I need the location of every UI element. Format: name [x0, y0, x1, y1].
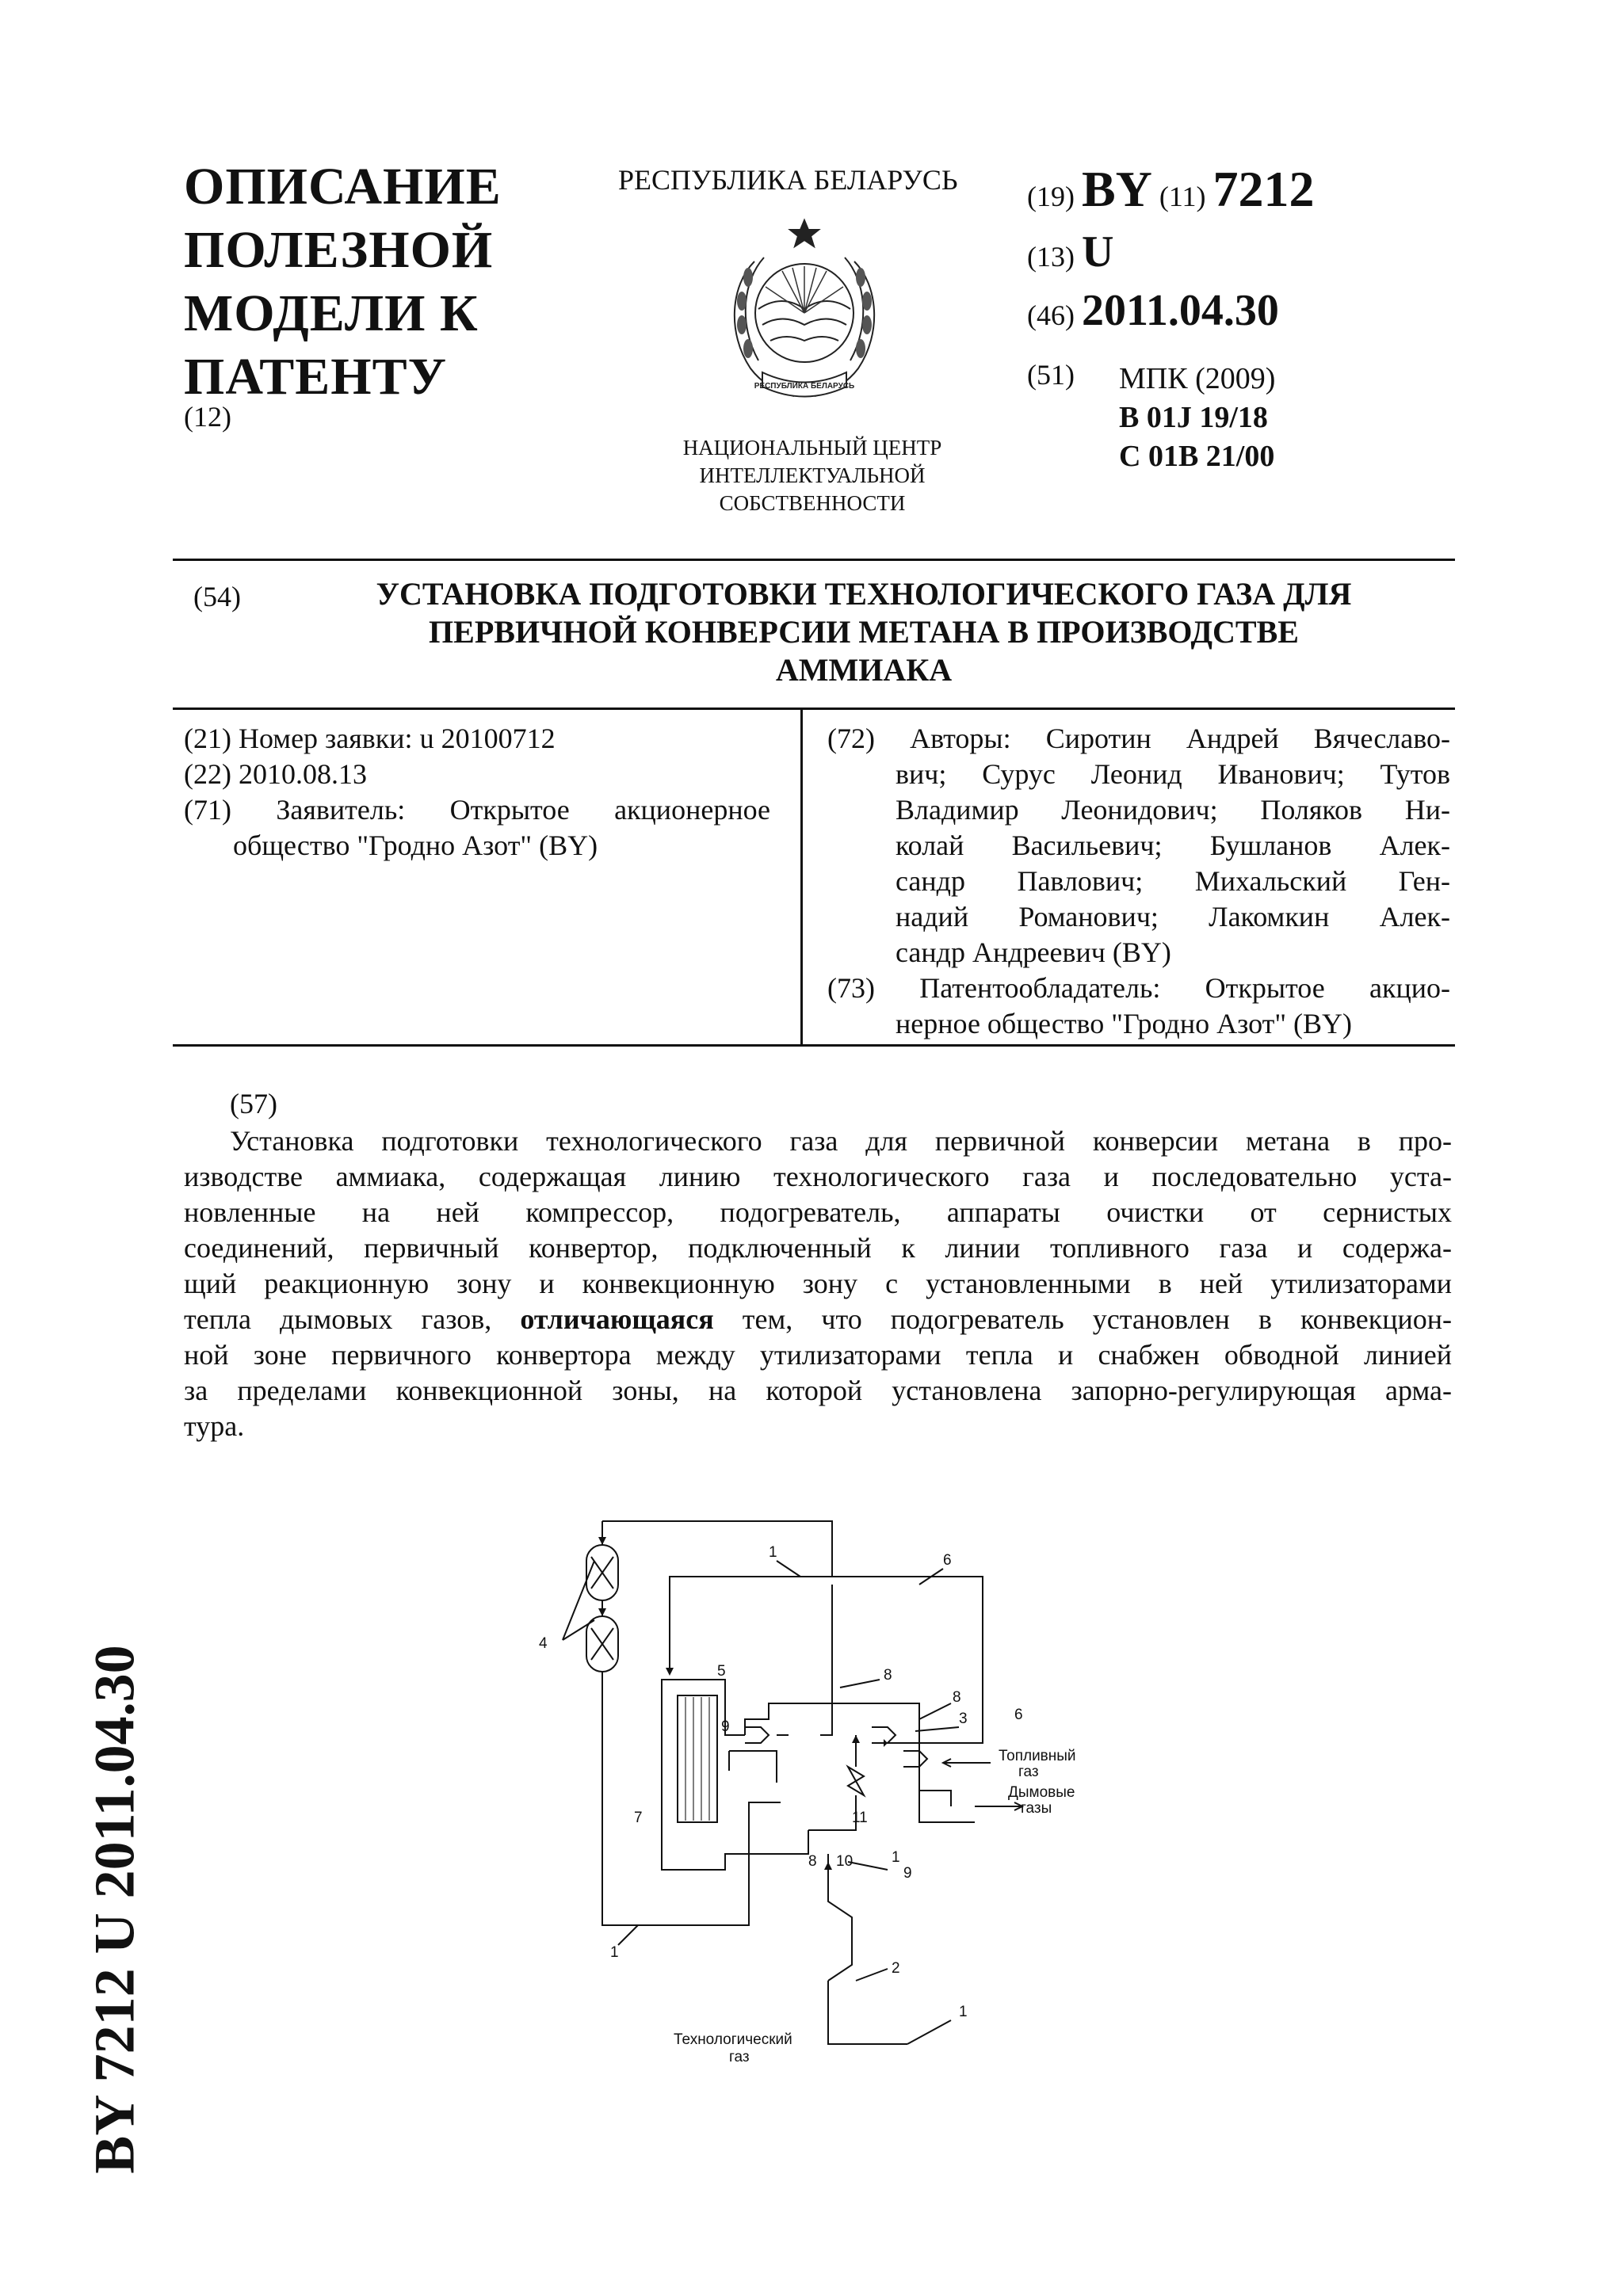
patent-owner-cont: нерное общество "Гродно Азот" (BY) — [896, 1008, 1353, 1039]
label-9: 9 — [721, 1718, 730, 1735]
flue-gas-label: газы — [1021, 1800, 1052, 1817]
authors-line: Владимир Леонидович; Поляков Ни- — [896, 794, 1450, 826]
doc-type-line: ПОЛЕЗНОЙ — [184, 221, 494, 279]
code-13: (13) — [1027, 241, 1075, 273]
convection-top — [745, 1703, 832, 1735]
filing-date: (22) 2010.08.13 — [184, 758, 367, 790]
kind-code: U — [1081, 227, 1114, 277]
characterizing-word: отличающаяся — [520, 1303, 714, 1335]
label-8c: 8 — [808, 1853, 817, 1870]
ipc-code: B 01J 19/18 — [1119, 401, 1268, 434]
process-gas-label: газ — [729, 2049, 750, 2065]
code-19: (19) — [1027, 181, 1075, 212]
process-diagram — [475, 1489, 1189, 2139]
label-8: 8 — [884, 1667, 892, 1684]
label-7: 7 — [634, 1810, 643, 1826]
publication-date: 2011.04.30 — [1081, 286, 1279, 335]
publication-number-row — [1027, 160, 1315, 219]
code-54: (54) — [193, 581, 241, 612]
code-46: (46) — [1027, 299, 1075, 331]
line-1-bottom — [602, 1822, 749, 1925]
line-1-down — [820, 1585, 832, 1735]
center-line: ИНТЕЛЛЕКТУАЛЬНОЙ — [699, 463, 926, 487]
label-3: 3 — [959, 1711, 968, 1727]
flue-gas-label: Дымовые — [1008, 1784, 1075, 1801]
label-2: 2 — [892, 1960, 900, 1977]
publication-date-row — [1027, 285, 1279, 336]
label-1: 1 — [769, 1544, 777, 1561]
republic-name: РЕСПУБЛИКА БЕЛАРУСЬ — [618, 164, 958, 196]
state-emblem-icon — [707, 214, 902, 421]
fuel-gas-label: Топливный — [999, 1748, 1076, 1764]
abstract-line: Установка подготовки технологического газа для первичной конверсии метана в про- — [230, 1125, 1452, 1157]
abstract-line: ной зоне первичного конвертора между утилизаторами тепла и снабжен обводной линией — [184, 1339, 1452, 1371]
authors-line: сандр Павлович; Михальский Ген- — [896, 865, 1450, 897]
process-gas-in — [828, 2012, 907, 2044]
applicant: (71) Заявитель: Открытое акционерное — [184, 794, 770, 826]
title-line: ПЕРВИЧНОЙ КОНВЕРСИИ МЕТАНА В ПРОИЗВОДСТВЕ — [429, 614, 1299, 650]
abstract-line: щий реакционную зону и конвекционную зону с установленными в ней утилизаторами — [184, 1268, 1452, 1299]
center-line: НАЦИОНАЛЬНЫЙ ЦЕНТР — [682, 436, 942, 460]
bibliographic-right — [827, 721, 1450, 1042]
abstract-fragment: тепла дымовых газов, — [184, 1303, 492, 1335]
process-gas-label: Технологический — [674, 2031, 792, 2048]
document-type-title — [184, 155, 502, 409]
side-publication-label — [79, 1553, 151, 2266]
divider — [173, 707, 1455, 710]
kind-code-row — [1027, 227, 1113, 277]
fuel-gas-label: газ — [1018, 1764, 1039, 1780]
abstract-line — [184, 1302, 1452, 1337]
code-11: (11) — [1159, 181, 1206, 212]
code-12: (12) — [184, 401, 231, 433]
label-1d: 1 — [959, 2004, 968, 2020]
label-1b: 1 — [892, 1849, 900, 1866]
authors-line: сандр Андреевич (BY) — [896, 936, 1171, 968]
title-line: АММИАКА — [775, 652, 953, 688]
code-57: (57) — [230, 1088, 277, 1119]
side-label-text: BY 7212 U 2011.04.30 — [82, 1645, 147, 2174]
label-4: 4 — [539, 1635, 548, 1652]
national-center-name — [634, 434, 991, 517]
ipc-label: МПК (2009) — [1119, 362, 1276, 395]
patent-number: 7212 — [1212, 161, 1315, 217]
country-code: BY — [1081, 161, 1152, 217]
valve-11 — [848, 1767, 864, 1795]
patent-title — [293, 575, 1434, 689]
label-11: 11 — [852, 1810, 868, 1826]
abstract-line: за пределами конвекционной зоны, на которой установлена запорно-регулирующая арма- — [184, 1375, 1452, 1406]
abstract-line: тура. — [184, 1410, 245, 1442]
tubes-7 — [678, 1695, 717, 1822]
label-8b: 8 — [953, 1689, 961, 1706]
authors: (72) Авторы: Сиротин Андрей Вячеславо- — [827, 723, 1450, 754]
divider — [173, 1044, 1455, 1047]
bibliographic-left — [184, 721, 770, 864]
heater-3b — [903, 1751, 927, 1767]
label-6b: 6 — [1014, 1707, 1023, 1723]
authors-line: колай Васильевич; Бушланов Алек- — [896, 830, 1450, 861]
label-1c: 1 — [610, 1944, 619, 1961]
label-5: 5 — [717, 1663, 726, 1680]
abstract-text — [184, 1123, 1452, 1444]
authors-line: надий Романович; Лакомкин Алек- — [896, 901, 1450, 933]
code-51: (51) — [1027, 359, 1075, 391]
abstract-line: соединений, первичный конвертор, подключенный к линии топливного газа и содержа- — [184, 1232, 1452, 1264]
label-6: 6 — [943, 1552, 952, 1569]
authors-line: вич; Сурус Леонид Иванович; Тутов — [896, 758, 1450, 790]
abstract-line: изводстве аммиака, содержащая линию технологического газа и последовательно уста- — [184, 1161, 1452, 1192]
applicant-cont: общество "Гродно Азот" (BY) — [233, 830, 598, 861]
application-number: (21) Номер заявки: u 20100712 — [184, 723, 556, 754]
compressor-2 — [828, 1854, 852, 1981]
center-line: СОБСТВЕННОСТИ — [719, 491, 906, 515]
abstract-fragment: тем, что подогреватель установлен в конвекцион- — [742, 1303, 1452, 1335]
reformer-top — [662, 1680, 745, 1775]
emblem-text: РЕСПУБЛИКА БЕЛАРУСЬ — [754, 382, 855, 391]
column-divider — [800, 709, 803, 1045]
abstract-line: новленные на ней компрессор, подогреватель, аппараты очистки от сернистых — [184, 1196, 1452, 1228]
doc-type-line: ОПИСАНИЕ — [184, 158, 502, 215]
label-9b: 9 — [903, 1865, 912, 1882]
doc-type-line: ПАТЕНТУ — [184, 348, 448, 406]
line-1-top — [602, 1521, 832, 1577]
doc-type-line: МОДЕЛИ К — [184, 284, 479, 342]
title-line: УСТАНОВКА ПОДГОТОВКИ ТЕХНОЛОГИЧЕСКОГО ГАЗА ДЛЯ — [376, 576, 1352, 612]
ipc-code: C 01B 21/00 — [1119, 440, 1275, 473]
divider — [173, 559, 1455, 561]
label-10: 10 — [836, 1853, 854, 1870]
patent-owner: (73) Патентообладатель: Открытое акцио- — [827, 972, 1450, 1004]
